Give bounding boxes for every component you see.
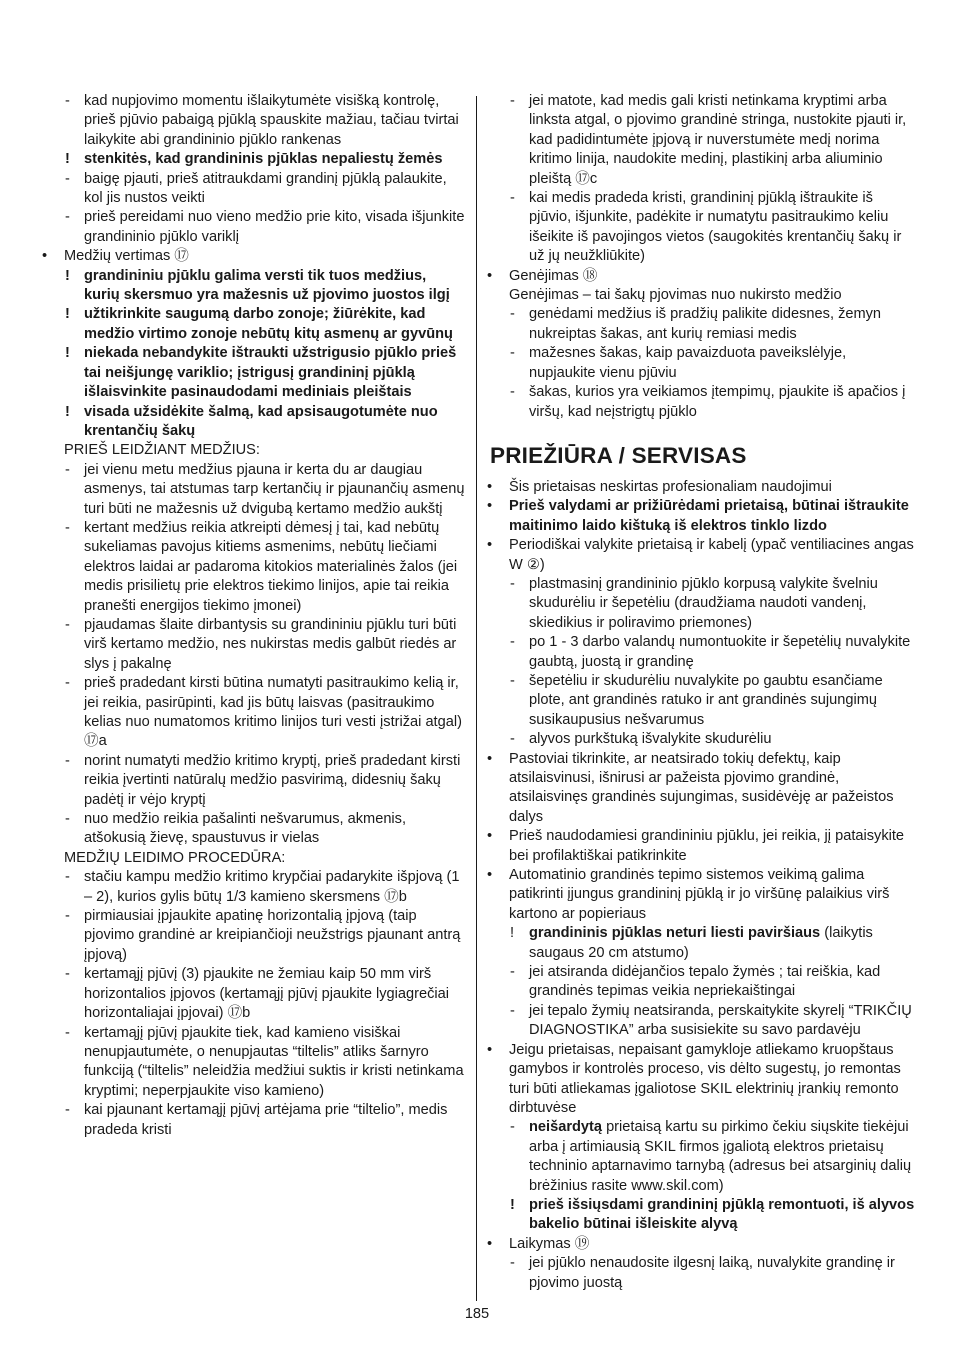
warning-item (485, 924, 915, 963)
warning-item (40, 305, 465, 344)
list-marker: ! (65, 267, 70, 284)
list-marker: - (65, 869, 70, 886)
item-text: pirmiausiai įpjaukite apatinę horizontalią įpjovą (taip pjovimo grandinė ar kreipiančioji neužstrigs pjaunant antrą įpjovą) (84, 908, 461, 963)
item-text: kertamąjį pjūvį (3) pjaukite ne žemiau kaip 50 mm virš horizontalios įpjovos (kertamąjį pjūvį pjaukite lygiagrečiai horizontaliajai įpjovai) ⑰b (84, 966, 450, 1022)
bullet-item (485, 866, 915, 924)
dash-item (485, 383, 915, 422)
item-text: pjaudamas šlaite dirbantysis su grandininiu pjūklu turi būti virš kertamo medžio, nes nukirstas medis galbūt riedės ar slys į pakalnę (84, 616, 457, 672)
list-marker: ! (510, 925, 515, 942)
dash-item (40, 674, 465, 752)
dash-item (40, 965, 465, 1023)
dash-item (485, 92, 915, 189)
dash-item (485, 344, 915, 383)
item-text: stenkitės, kad grandininis pjūklas nepaliestų žemės (84, 151, 443, 168)
bold-text: grandininis pjūklas neturi liesti paviršiaus (529, 925, 821, 942)
list-marker: - (65, 675, 70, 692)
list-marker: • (487, 478, 493, 495)
list-marker: - (65, 908, 70, 925)
list-marker: - (65, 1024, 70, 1041)
item-text: šakas, kurios yra veikiamos įtempimų, pjaukite iš apačios į viršų, kad neįstrigtų pjūklo (529, 384, 906, 420)
item-text: visada užsidėkite šalmą, kad apsisaugotumėte nuo krentančių šakų (84, 403, 438, 439)
list-marker: - (510, 190, 515, 207)
dash-item (485, 575, 915, 633)
bullet-item (40, 247, 465, 266)
dash-item (40, 519, 465, 616)
item-text: genėdami medžius iš pradžių palikite didesnes, žemyn nukreiptas šakas, ant kurių remiasi medis (529, 306, 882, 342)
item-text: PRIEŠ LEIDŽIANT MEDŽIUS: (64, 442, 260, 459)
list-marker: - (510, 93, 515, 109)
dash-item (485, 963, 915, 1002)
bullet-item (485, 750, 915, 828)
item-text: plastmasinį grandininio pjūklo korpusą valykite švelniu skudurėliu ir šepetėliu (draudžiama naudoti vandenį, skiedikius ir poliravimo priemones) (529, 575, 878, 631)
dash-item (485, 672, 915, 730)
item-text: kai pjaunant kertamąjį pjūvį artėjama prie “tiltelio”, medis pradeda kristi (84, 1102, 448, 1138)
item-text: (laikytis saugaus 20 cm atstumo) (529, 925, 873, 961)
list-marker: ! (65, 306, 70, 323)
item-text: Periodiškai valykite prietaisą ir kabelį (ypač ventiliacines angas W ②) (509, 537, 914, 573)
dash-item (40, 208, 465, 247)
list-marker: • (487, 498, 493, 515)
list-marker: - (510, 1255, 515, 1272)
list-marker: - (65, 966, 70, 983)
list-marker: - (510, 345, 515, 362)
warning-item (40, 267, 465, 306)
item-text: Prieš valydami ar prižiūrėdami prietaisą, būtinai ištraukite maitinimo laido kištuką iš elektros tinklo lizdo (509, 498, 909, 534)
dash-item (40, 1101, 465, 1140)
item-text: Genėjimas – tai šakų pjovimas nuo nukirsto medžio (509, 287, 842, 304)
bullet-item (485, 536, 915, 575)
list-marker: - (510, 672, 515, 689)
list-marker: - (510, 1002, 515, 1019)
page-number: 185 (464, 1306, 490, 1322)
list-marker: - (65, 209, 70, 226)
item-text: prieš pradedant kirsti būtina numatyti pasitraukimo kelią ir, jei reikia, pasirūpinti, kad jis būtų laisvas (pasitraukimo kelias nuo numatomos kritimo linijos turi vesti įstrižai atgal) ⑰a (84, 675, 462, 750)
list-marker: - (510, 731, 515, 748)
dash-item (485, 730, 915, 749)
bullet-item (485, 267, 915, 286)
list-marker: • (487, 828, 493, 845)
list-marker: - (65, 616, 70, 633)
left-column (40, 92, 465, 1140)
item-text: Jeigu prietaisas, nepaisant gamykloje atliekamo kruopštaus gamybos ir kontrolės proceso, vis dėlto sugestų, jo remontas turi būti atliekamas įgaliotose SKIL elektrinių įrankių remonto dirbtuvėse (509, 1041, 901, 1116)
item-text: jei vienu metu medžius pjauna ir kerta du ar daugiau asmenys, tai atstumas tarp kertančių ir pjaunančių asmenų turi būti ne mažesnis už dvigubą kertamo medžio aukštį (84, 461, 465, 517)
item-text: jei matote, kad medis gali kristi netinkama kryptimi arba linksta atgal, o pjovimo grandinė stringa, nustokite pjauti ir, kad padidintumėte įpjovą ir nuverstumėte medį norima kritimo linija, naudokite medinį, plastikinį arba aliuminio pleištą ⑰c (529, 93, 907, 187)
list-marker: • (487, 867, 493, 884)
list-marker: - (510, 1119, 515, 1136)
item-text: Šis prietaisas neskirtas profesionaliam naudojimui (509, 478, 832, 495)
item-text: po 1 - 3 darbo valandų numontuokite ir šepetėlių nuvalykite gaubtą, juostą ir grandinę (529, 634, 911, 670)
item-text: Pastoviai tikrinkite, ar neatsirado tokių defektų, kaip atsilaisvinusi, išnirusi ar pažeista pjovimo grandinė, atsilaisvinęs grandinės sujungimas, susidėvėję ar pažeistos dalys (509, 750, 894, 825)
item-text: prieš pereidami nuo vieno medžio prie kito, visada išjunkite grandininio pjūklo variklį (84, 209, 465, 245)
item-text: prietaisą kartu su pirkimo čekiu siųskite tiekėjui arba į artimiausią SKIL firmos įgaliotą elektros prietaisų techninio aptarnavimo tarnybą (adresus bei atsarginių dalių brėžinius rasite www.skil.com) (529, 1119, 912, 1194)
section-heading: PRIEŽIŪRA / SERVISAS (490, 442, 747, 468)
list-marker: ! (510, 1196, 515, 1213)
item-text: kai medis pradeda kristi, grandininį pjūklą ištraukite iš pjūvio, išjunkite, padėkite ir numatytu pasitraukimo keliu išeikite iš pavojingos vietos (saugokitės krentančių šakų ir už jų neužkliūkite) (529, 190, 902, 265)
text-line (40, 441, 465, 460)
list-marker: - (65, 811, 70, 828)
item-text: užtikrinkite saugumą darbo zonoje; žiūrėkite, kad medžio virtimo zonoje nebūtų kitų asmenų ar gyvūnų (84, 306, 453, 342)
list-marker: - (510, 575, 515, 592)
item-text: stačiu kampu medžio kritimo krypčiai padarykite išpjovą (1 – 2), kurios gylis būtų 1/3 kamieno skersmens ⑰b (84, 869, 460, 905)
item-text: nuo medžio reikia pašalinti nešvarumus, akmenis, atšokusią žievę, spaustuvus ir vielas (84, 811, 407, 847)
list-marker: • (487, 750, 493, 767)
dash-item (40, 170, 465, 209)
right-column (485, 92, 915, 1293)
warning-item (40, 403, 465, 442)
dash-item (485, 305, 915, 344)
bullet-item (485, 478, 915, 497)
dash-item (40, 1024, 465, 1102)
list-marker: ! (65, 403, 70, 420)
dash-item (40, 868, 465, 907)
bullet-item (485, 827, 915, 866)
list-marker: - (65, 461, 70, 478)
item-text: alyvos purkštuką išvalykite skudurėliu (529, 731, 772, 748)
bold-text: neišardytą (529, 1119, 603, 1136)
item-text: jei pjūklo nenaudosite ilgesnį laiką, nuvalykite grandinę ir pjovimo juostą (529, 1255, 895, 1291)
dash-item (40, 616, 465, 674)
list-marker: - (65, 170, 70, 187)
list-marker: ! (65, 345, 70, 362)
item-text: MEDŽIŲ LEIDIMO PROCEDŪRA: (64, 849, 286, 866)
warning-item (40, 150, 465, 169)
warning-item (40, 344, 465, 402)
dash-item (40, 461, 465, 519)
list-marker: • (42, 248, 48, 265)
warning-item (485, 1196, 915, 1235)
list-marker: • (487, 1235, 493, 1252)
item-text: grandininiu pjūklu galima versti tik tuos medžius, kurių skersmuo yra mažesnis už pjovimo juostos ilgį (84, 267, 450, 304)
list-marker: - (65, 519, 70, 536)
item-text: kertant medžius reikia atkreipti dėmesį į tai, kad nebūtų sukeliamas pavojus kitiems asmenims, nebūtų liečiami elektros laidai ar padaroma kitokios materialinės žalos (jei medis prisilietų prie elektros tiekimo linijos, apie tai reikia pranešti energijos tiekimo įmonei) (84, 519, 458, 614)
item-text: Prieš naudodamiesi grandininiu pjūklu, jei reikia, jį pataisykite bei profilaktiškai patikrinkite (509, 828, 905, 864)
item-text: baigę pjauti, prieš atitraukdami grandinį pjūklą palaukite, kol jis nustos veikti (84, 170, 447, 207)
item-text: norint numatyti medžio kritimo kryptį, prieš pradedant kirsti reikia įvertinti natūralų medžio pasvirimą, didesnių šakų padėtį ir vėjo kryptį (84, 752, 461, 808)
item-text: Genėjimas ⑱ (509, 267, 598, 284)
list-marker: • (487, 267, 493, 284)
list-marker: - (65, 752, 70, 769)
item-text: jei atsiranda didėjančios tepalo žymės ; tai reiškia, kad grandinės tepimas veikia nepriekaištingai (529, 964, 881, 1000)
item-text: Medžių vertimas ⑰ (64, 248, 189, 265)
dash-item (40, 752, 465, 810)
list-marker: • (487, 537, 493, 554)
dash-item (485, 189, 915, 267)
list-marker: ! (65, 151, 70, 168)
dash-item (485, 1118, 915, 1196)
dash-item (40, 907, 465, 965)
item-text: mažesnes šakas, kaip pavaizduota paveikslėlyje, nupjaukite vienu pjūviu (529, 345, 847, 381)
item-text: šepetėliu ir skudurėliu nuvalykite po gaubtu esančiame plote, ant grandinės ratuko ir ant grandinės sujungimų susikaupusius nešvarumus (529, 672, 883, 728)
item-text: prieš išsiųsdami grandininį pjūklą remontuoti, iš alyvos bakelio būtinai išleiskite alyvą (529, 1196, 915, 1233)
item-text: Laikymas ⑲ (509, 1235, 590, 1252)
list-marker: - (510, 634, 515, 651)
dash-item (485, 633, 915, 672)
item-text: niekada nebandykite ištraukti užstrigusio pjūklo prieš tai neišjungę variklio; įstrigusį grandininį pjūklą išlaisvinkite pasinaudodami mediniais pleištais (84, 345, 457, 401)
bullet-item (485, 497, 915, 536)
dash-item (40, 810, 465, 849)
bullet-item (485, 1041, 915, 1119)
text-line (485, 286, 915, 305)
list-marker: - (65, 1102, 70, 1119)
list-marker: - (510, 306, 515, 323)
text-line (40, 849, 465, 868)
dash-item (40, 92, 465, 150)
list-marker: - (510, 384, 515, 401)
list-marker: • (487, 1041, 493, 1058)
bullet-item (485, 1235, 915, 1254)
dash-item (485, 1254, 915, 1293)
item-text: kad nupjovimo momentu išlaikytumėte visišką kontrolę, prieš pjūvio pabaigą pjūklą spauskite mažiau, tačiau tvirtai laikykite abi grandininio pjūklo rankenas (84, 93, 459, 148)
list-marker: - (510, 964, 515, 981)
item-text: jei tepalo žymių neatsiranda, perskaitykite skyrelį “TRIKČIŲ DIAGNOSTIKA” arba susisiekite su savo pardavėju (529, 1002, 912, 1039)
item-text: kertamąjį pjūvį pjaukite tiek, kad kamieno visiškai nenupjautumėte, o nenupjautas “tiltelis” atliks šarnyro funkciją (“tiltelis” neleidžia medžiui suktis ir kristi netinkama kryptimi; neperpjaukite viso kamieno) (84, 1024, 464, 1099)
dash-item (485, 1002, 915, 1041)
item-text: Automatinio grandinės tepimo sistemos veikimą galima patikrinti įjungus grandininį pjūklą ir jo viršūnę palaikius virš kartono ar popieriaus (509, 867, 890, 922)
column-divider (476, 96, 477, 1301)
list-marker: - (65, 93, 70, 109)
